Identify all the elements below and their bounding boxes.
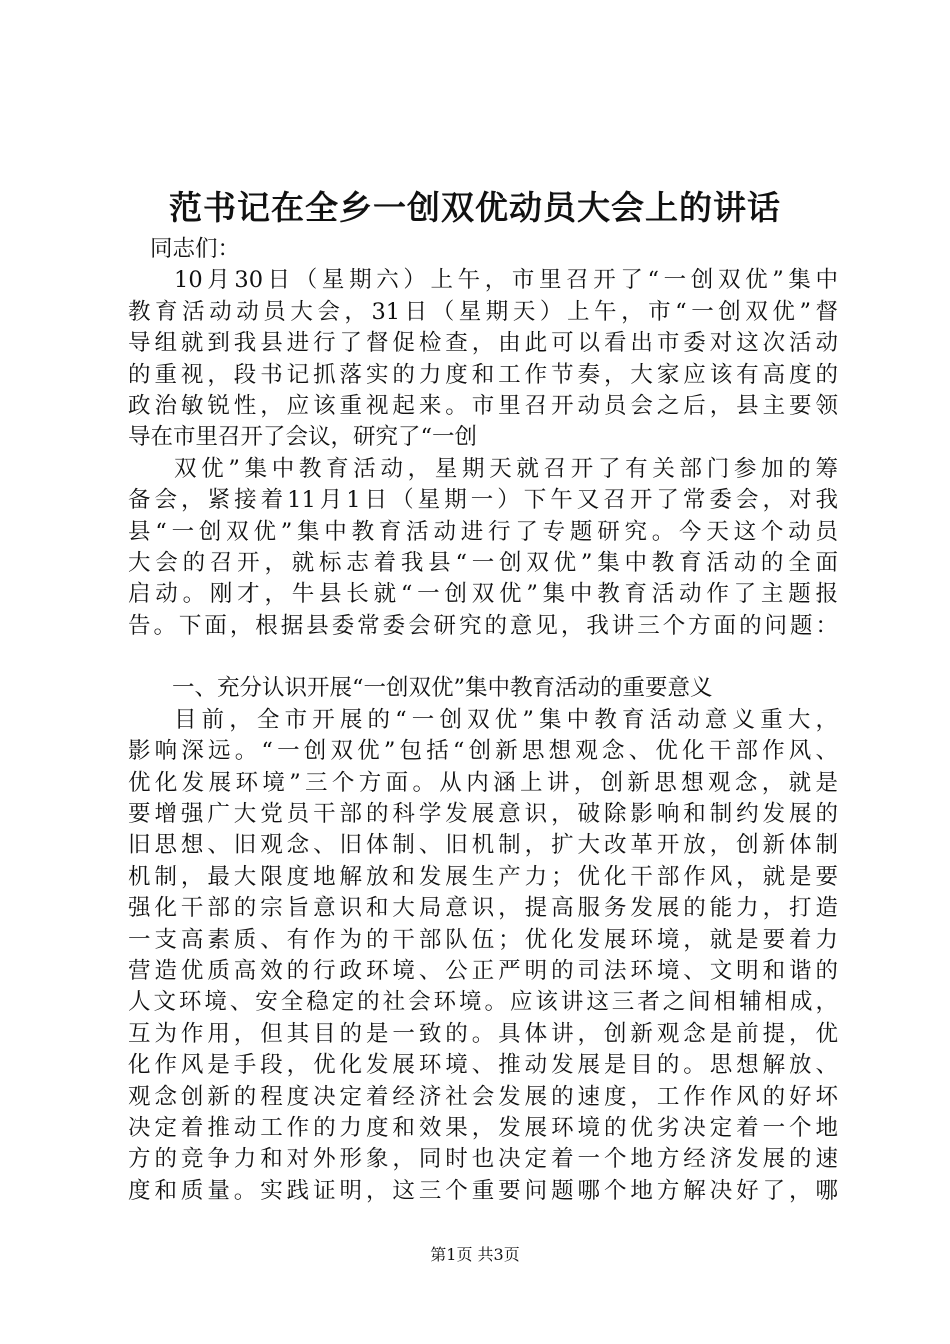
paragraph-line: 一支高素质、有作为的干部队伍；优化发展环境，就是要着力	[128, 926, 838, 953]
blank-line	[128, 642, 838, 673]
paragraph-line: 10月30日（星期六）上午，市里召开了“一创双优”集中	[174, 267, 838, 294]
paragraph-line: 互为作用，但其目的是一致的。具体讲，创新观念是前提，优	[128, 1020, 838, 1047]
paragraph-line: 影响深远。“一创双优”包括“创新思想观念、优化干部作风、	[128, 738, 838, 765]
paragraph-line: 观念创新的程度决定着经济社会发展的速度，工作作风的好坏	[128, 1083, 838, 1110]
paragraph-line: 双优”集中教育活动，星期天就召开了有关部门参加的筹	[174, 455, 838, 482]
paragraph-line: 要增强广大党员干部的科学发展意识，破除影响和制约发展的	[128, 801, 838, 828]
paragraph-line: 导组就到我县进行了督促检查，由此可以看出市委对这次活动	[128, 330, 838, 357]
paragraph-line: 告。下面，根据县委常委会研究的意见，我讲三个方面的问题：	[128, 612, 838, 639]
paragraph-line: 旧思想、旧观念、旧体制、旧机制，扩大改革开放，创新体制	[128, 832, 838, 859]
paragraph-line: 化作风是手段，优化发展环境、推动发展是目的。思想解放、	[128, 1052, 838, 1079]
paragraph-line: 营造优质高效的行政环境、公正严明的司法环境、文明和谐的	[128, 957, 838, 984]
paragraph-line: 人文环境、安全稳定的社会环境。应该讲这三者之间相辅相成，	[128, 989, 838, 1016]
paragraph-line: 导在市里召开了会议，研究了“一创	[128, 424, 478, 451]
paragraph-line: 方的竞争力和对外形象，同时也决定着一个地方经济发展的速	[128, 1146, 838, 1173]
page-title: 范书记在全乡一创双优动员大会上的讲话	[169, 188, 781, 227]
paragraph-line: 的重视，段书记抓落实的力度和工作节奏，大家应该有高度的	[128, 361, 838, 388]
paragraph-line: 政治敏锐性，应该重视起来。市里召开动员会之后，县主要领	[128, 392, 838, 419]
paragraph-line: 度和质量。实践证明，这三个重要问题哪个地方解决好了，哪	[128, 1177, 838, 1204]
paragraph-line: 决定着推动工作的力度和效果，发展环境的优劣决定着一个地	[128, 1114, 838, 1141]
document-body	[128, 234, 838, 1207]
paragraph-line: 优化发展环境”三个方面。从内涵上讲，创新思想观念，就是	[128, 769, 838, 796]
paragraph-line: 备会，紧接着11月1日（星期一）下午又召开了常委会，对我	[128, 487, 838, 514]
paragraph-line: 机制，最大限度地解放和发展生产力；优化干部作风，就是要	[128, 863, 838, 890]
paragraph-line: 县“一创双优”集中教育活动进行了专题研究。今天这个动员	[128, 518, 838, 545]
paragraph-line: 教育活动动员大会，31日（星期天）上午，市“一创双优”督	[128, 298, 838, 325]
paragraph-line: 大会的召开，就标志着我县“一创双优”集中教育活动的全面	[128, 549, 838, 576]
greeting: 同志们：	[150, 236, 241, 262]
page-footer: 第1页 共3页	[430, 1245, 520, 1264]
section-heading: 一、充分认识开展“一创双优”集中教育活动的重要意义	[172, 675, 713, 702]
paragraph-line: 强化干部的宗旨意识和大局意识，提高服务发展的能力，打造	[128, 895, 838, 922]
paragraph-line: 目前，全市开展的“一创双优”集中教育活动意义重大，	[174, 706, 838, 733]
paragraph-line: 启动。刚才，牛县长就“一创双优”集中教育活动作了主题报	[128, 581, 838, 608]
